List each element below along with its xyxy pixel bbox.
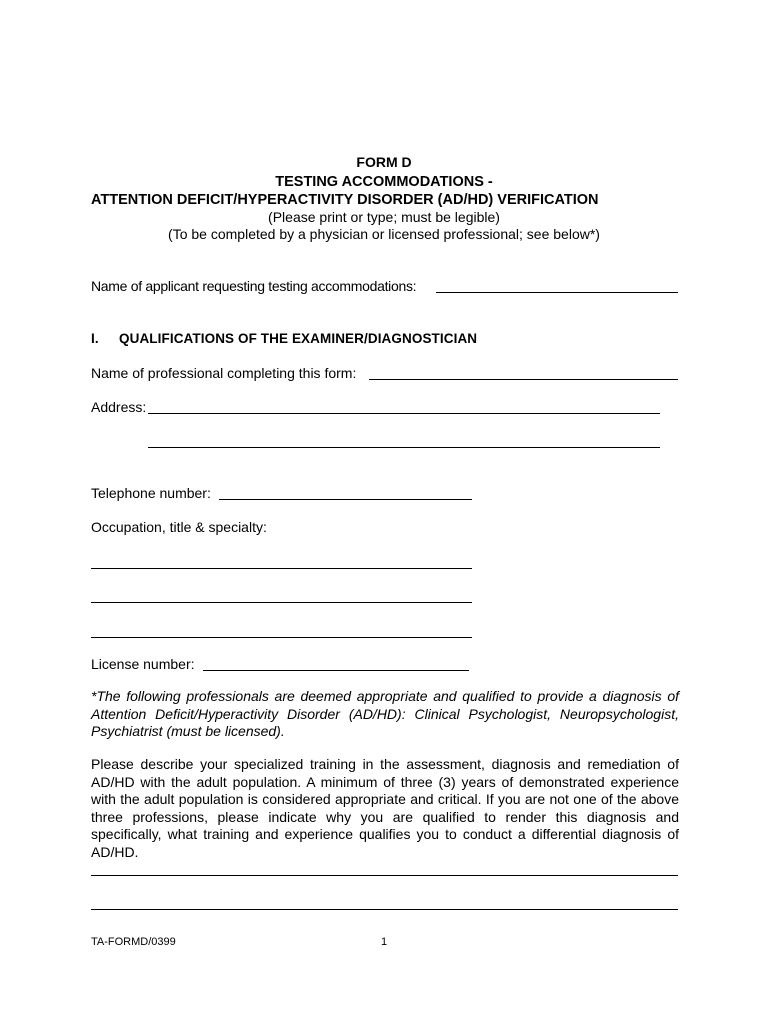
training-instructions: Please describe your specialized training in the assessment, diagnosis and remediation of AD/HD with the adult population. A minimum of three (3) years of demonstrated experience with the adult population is considered appropriate and critical. If you are not one of the above three professions, please indicate why you are qualified to render this diagnosis and specifically, what training and experience qualifies you to conduct a differential diagnosis of AD/HD. xyxy=(91,756,679,860)
qualified-professionals-note: *The following professionals are deemed appropriate and qualified to provide a diagnosis of Attention Deficit/Hyperactivity Disorder (AD/HD): Clinical Psychologist, Neuropsychologist, Psychiatrist (must be licensed). xyxy=(91,688,679,739)
form-title-line2: ATTENTION DEFICIT/HYPERACTIVITY DISORDER (AD/HD) VERIFICATION xyxy=(91,192,599,208)
form-code: TA-FORMD/0399 xyxy=(91,936,176,948)
form-note-legible: (Please print or type; must be legible) xyxy=(268,209,500,225)
applicant-name-label: Name of applicant requesting testing accommodations: xyxy=(91,278,417,294)
address-field-line2[interactable] xyxy=(148,447,660,448)
section-heading: QUALIFICATIONS OF THE EXAMINER/DIAGNOSTICIAN xyxy=(119,331,478,346)
professional-name-label: Name of professional completing this form: xyxy=(91,365,357,381)
license-label: License number: xyxy=(91,656,195,672)
form-title-line1: TESTING ACCOMMODATIONS - xyxy=(275,174,493,190)
address-field-line1[interactable] xyxy=(148,413,660,414)
professional-name-field[interactable] xyxy=(369,379,678,380)
form-id: FORM D xyxy=(356,154,412,170)
occupation-field-line1[interactable] xyxy=(91,568,472,569)
occupation-field-line3[interactable] xyxy=(91,637,472,638)
license-field[interactable] xyxy=(203,670,469,671)
occupation-label: Occupation, title & specialty: xyxy=(91,519,267,535)
address-label: Address: xyxy=(91,399,147,415)
training-answer-line1[interactable] xyxy=(91,875,678,876)
occupation-field-line2[interactable] xyxy=(91,602,472,603)
page-number: 1 xyxy=(381,936,388,948)
applicant-name-field[interactable] xyxy=(436,292,678,293)
section-number: I. xyxy=(91,331,99,346)
training-answer-line2[interactable] xyxy=(91,909,678,910)
telephone-field[interactable] xyxy=(219,499,472,500)
form-note-licensed: (To be completed by a physician or licensed professional; see below*) xyxy=(168,226,600,242)
telephone-label: Telephone number: xyxy=(91,485,211,501)
